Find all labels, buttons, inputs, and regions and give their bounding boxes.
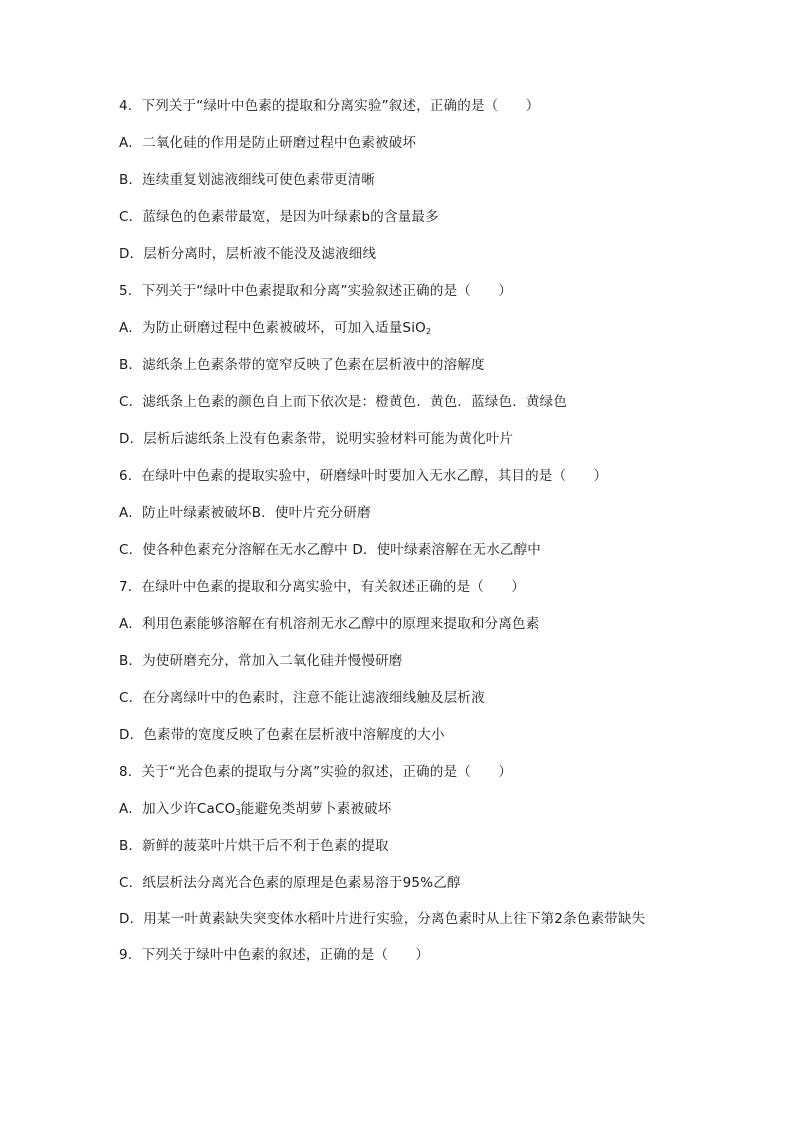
question-8-option-c: C．纸层析法分离光合色素的原理是色素易溶于95%乙醇 — [119, 875, 461, 891]
question-7-option-a: A．利用色素能够溶解在有机溶剂无水乙醇中的原理来提取和分离色素 — [119, 616, 540, 632]
question-7-option-c: C．在分离绿叶中的色素时，注意不能让滤液细线触及层析液 — [119, 690, 485, 706]
question-7-stem: 7．在绿叶中色素的提取和分离实验中，有关叙述正确的是（ ） — [119, 579, 526, 595]
question-8-option-a-subscript: 3 — [235, 808, 241, 817]
question-5-option-c: C．滤纸条上色素的颜色自上而下依次是：橙黄色．黄色．蓝绿色．黄绿色 — [119, 394, 568, 410]
question-8-stem: 8．关于“光合色素的提取与分离”实验的叙述，正确的是（ ） — [119, 764, 513, 780]
question-5-option-b: B．滤纸条上色素条带的宽窄反映了色素在层析液中的溶解度 — [119, 357, 485, 373]
question-8-option-a-tail: 能避免类胡萝卜素被破坏 — [240, 801, 392, 817]
question-8-option-a — [119, 799, 679, 819]
question-6-stem: 6．在绿叶中色素的提取实验中，研磨绿叶时要加入无水乙醇，其目的是（ ） — [119, 468, 608, 484]
question-list — [119, 96, 679, 982]
question-5-option-a-text: A．为防止研磨过程中色素被破坏，可加入适量SiO — [119, 320, 426, 336]
question-4-stem: 4．下列关于“绿叶中色素的提取和分离实验”叙述，正确的是（ ） — [119, 98, 540, 114]
question-4-option-b: B．连续重复划滤液细线可使色素带更清晰 — [119, 172, 376, 188]
question-4-option-a: A．二氧化硅的作用是防止研磨过程中色素被破坏 — [119, 135, 417, 151]
question-5-stem: 5．下列关于“绿叶中色素提取和分离”实验叙述正确的是（ ） — [119, 283, 513, 299]
question-4-option-c: C．蓝绿色的色素带最宽，是因为叶绿素b的含量最多 — [119, 209, 439, 225]
question-6-option-ab: A．防止叶绿素被破坏B．使叶片充分研磨 — [119, 505, 371, 521]
question-8-option-b: B．新鲜的菠菜叶片烘干后不利于色素的提取 — [119, 838, 389, 854]
question-9-stem: 9．下列关于绿叶中色素的叙述，正确的是（ ） — [119, 947, 430, 963]
question-7-option-d: D．色素带的宽度反映了色素在层析液中溶解度的大小 — [119, 727, 445, 743]
question-5-option-a — [119, 318, 679, 338]
question-6-option-cd: C．使各种色素充分溶解在无水乙醇中 D．使叶绿素溶解在无水乙醇中 — [119, 542, 542, 558]
question-7-option-b: B．为使研磨充分，常加入二氧化硅并慢慢研磨 — [119, 653, 403, 669]
question-8-option-a-text: A．加入少许CaCO — [119, 801, 236, 817]
question-5-option-a-subscript: 2 — [425, 327, 432, 336]
question-8-option-d: D．用某一叶黄素缺失突变体水稻叶片进行实验，分离色素时从上往下第2条色素带缺失 — [119, 911, 646, 927]
question-5-option-d: D．层析后滤纸条上没有色素条带，说明实验材料可能为黄化叶片 — [119, 431, 514, 447]
question-4-option-d: D．层析分离时，层析液不能没及滤液细线 — [119, 246, 377, 262]
